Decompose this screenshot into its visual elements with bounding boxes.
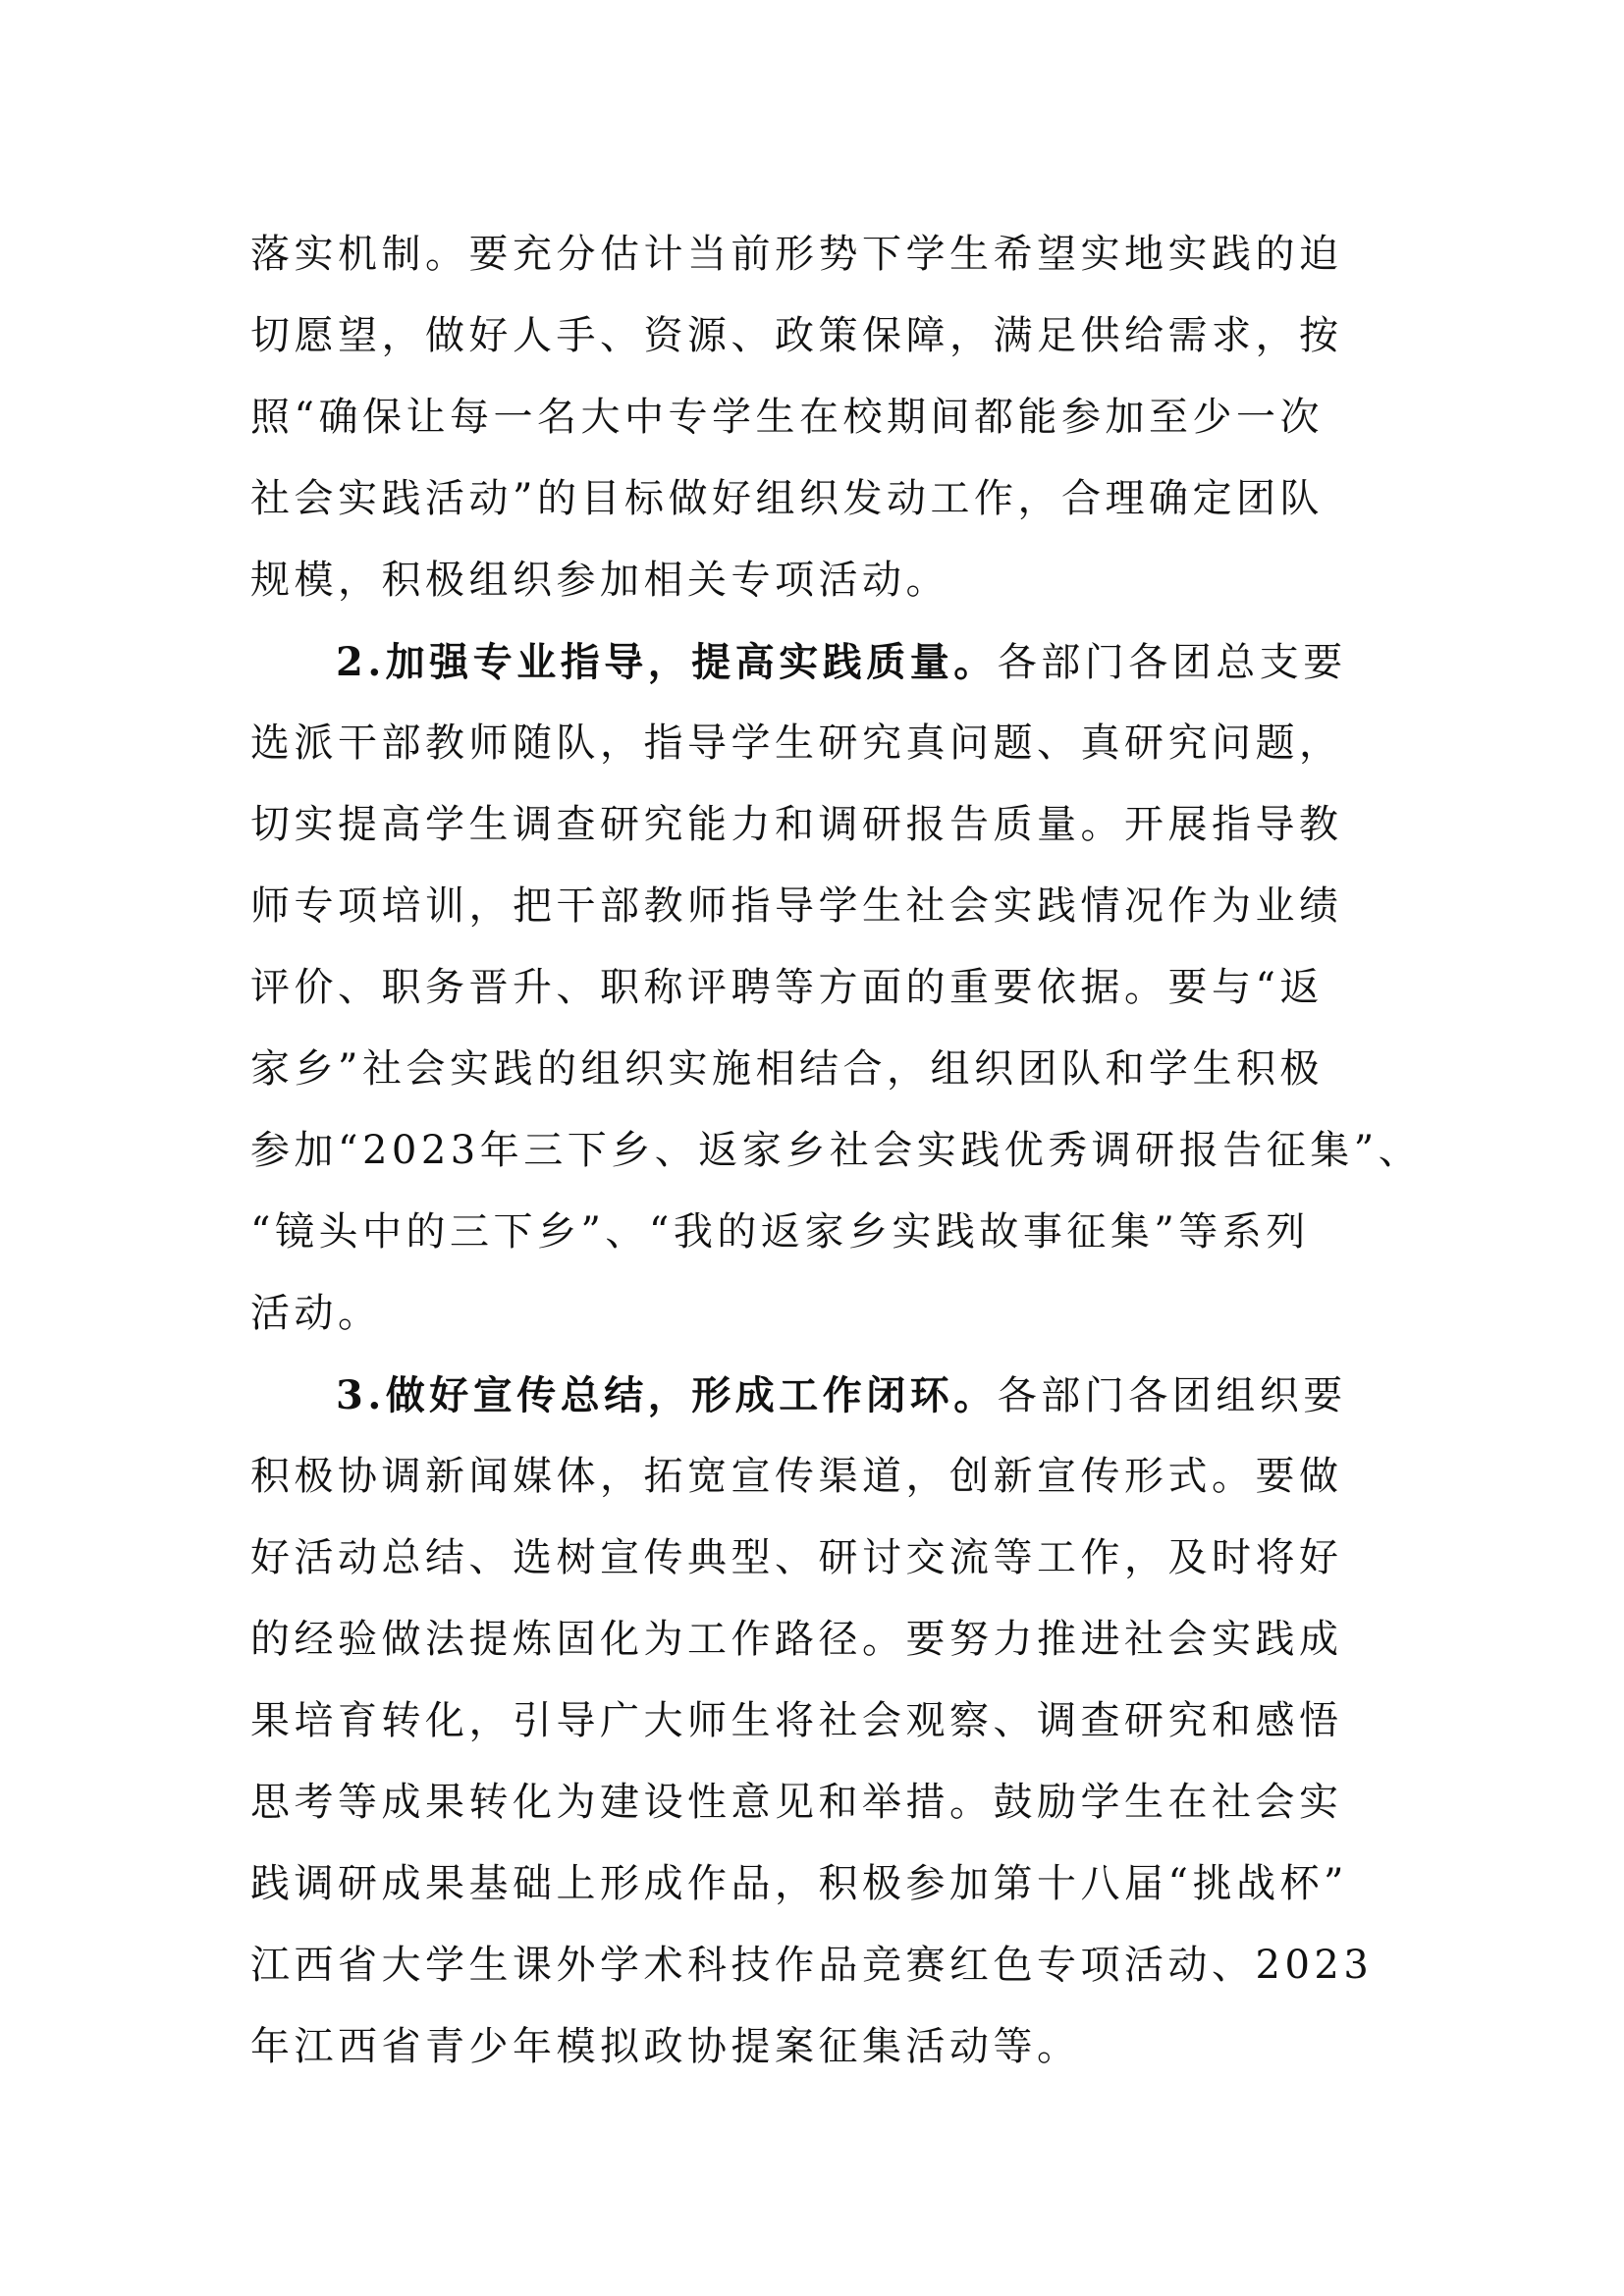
paragraph-section-2 bbox=[250, 621, 1423, 1355]
text-line: 参加“2023年三下乡、返家乡社会实践优秀调研报告征集”、 bbox=[250, 1128, 1423, 1173]
text-line: 师专项培训，把干部教师指导学生社会实践情况作为业绩 bbox=[250, 883, 1343, 929]
section-3-first-line bbox=[250, 1355, 1389, 1436]
text-line: 落实机制。要充分估计当前形势下学生希望实地实践的迫 bbox=[250, 232, 1343, 277]
text-line: 选派干部教师随队，指导学生研究真问题、真研究问题， bbox=[250, 721, 1343, 766]
paragraph-section-3 bbox=[250, 1355, 1389, 2088]
text-line: 思考等成果转化为建设性意见和举措。鼓励学生在社会实 bbox=[250, 1780, 1343, 1825]
section-3-heading: 3.做好宣传总结，形成工作闭环。 bbox=[336, 1372, 998, 1418]
text-line: 的经验做法提炼固化为工作路径。要努力推进社会实践成 bbox=[250, 1617, 1343, 1662]
section-2-first-line-text: 各部门各团总支要 bbox=[997, 640, 1347, 685]
text-line: 年江西省青少年模拟政协提案征集活动等。 bbox=[250, 2024, 1081, 2069]
section-2-heading: 2.加强专业指导，提高实践质量。 bbox=[336, 639, 998, 685]
paragraph-1-continuation bbox=[250, 214, 1389, 621]
text-line: 评价、职务晋升、职称评聘等方面的重要依据。要与“返 bbox=[250, 965, 1324, 1010]
text-line: 践调研成果基础上形成作品，积极参加第十八届“挑战杯” bbox=[250, 1861, 1348, 1906]
text-line: 规模，积极组织参加相关专项活动。 bbox=[250, 558, 949, 603]
section-3-first-line-text: 各部门各团组织要 bbox=[997, 1373, 1347, 1418]
document-body bbox=[250, 214, 1423, 2088]
text-line: 照“确保让每一名大中专学生在校期间都能参加至少一次 bbox=[250, 395, 1324, 440]
text-line: 积极协调新闻媒体，拓宽宣传渠道，创新宣传形式。要做 bbox=[250, 1454, 1343, 1499]
text-line: 果培育转化，引导广大师生将社会观察、调查研究和感悟 bbox=[250, 1698, 1343, 1743]
text-line: “镜头中的三下乡”、“我的返家乡实践故事征集”等系列 bbox=[250, 1209, 1310, 1255]
text-line: 活动。 bbox=[250, 1291, 382, 1336]
text-line: 切愿望，做好人手、资源、政策保障，满足供给需求，按 bbox=[250, 313, 1343, 358]
text-line: 家乡”社会实践的组织实施相结合，组织团队和学生积极 bbox=[250, 1046, 1324, 1092]
section-2-first-line bbox=[250, 621, 1389, 703]
text-line: 切实提高学生调查研究能力和调研报告质量。开展指导教 bbox=[250, 802, 1343, 847]
text-line: 江西省大学生课外学术科技作品竞赛红色专项活动、2023 bbox=[250, 1943, 1374, 1988]
text-line: 社会实践活动”的目标做好组织发动工作，合理确定团队 bbox=[250, 476, 1324, 521]
text-line: 好活动总结、选树宣传典型、研讨交流等工作，及时将好 bbox=[250, 1535, 1343, 1580]
